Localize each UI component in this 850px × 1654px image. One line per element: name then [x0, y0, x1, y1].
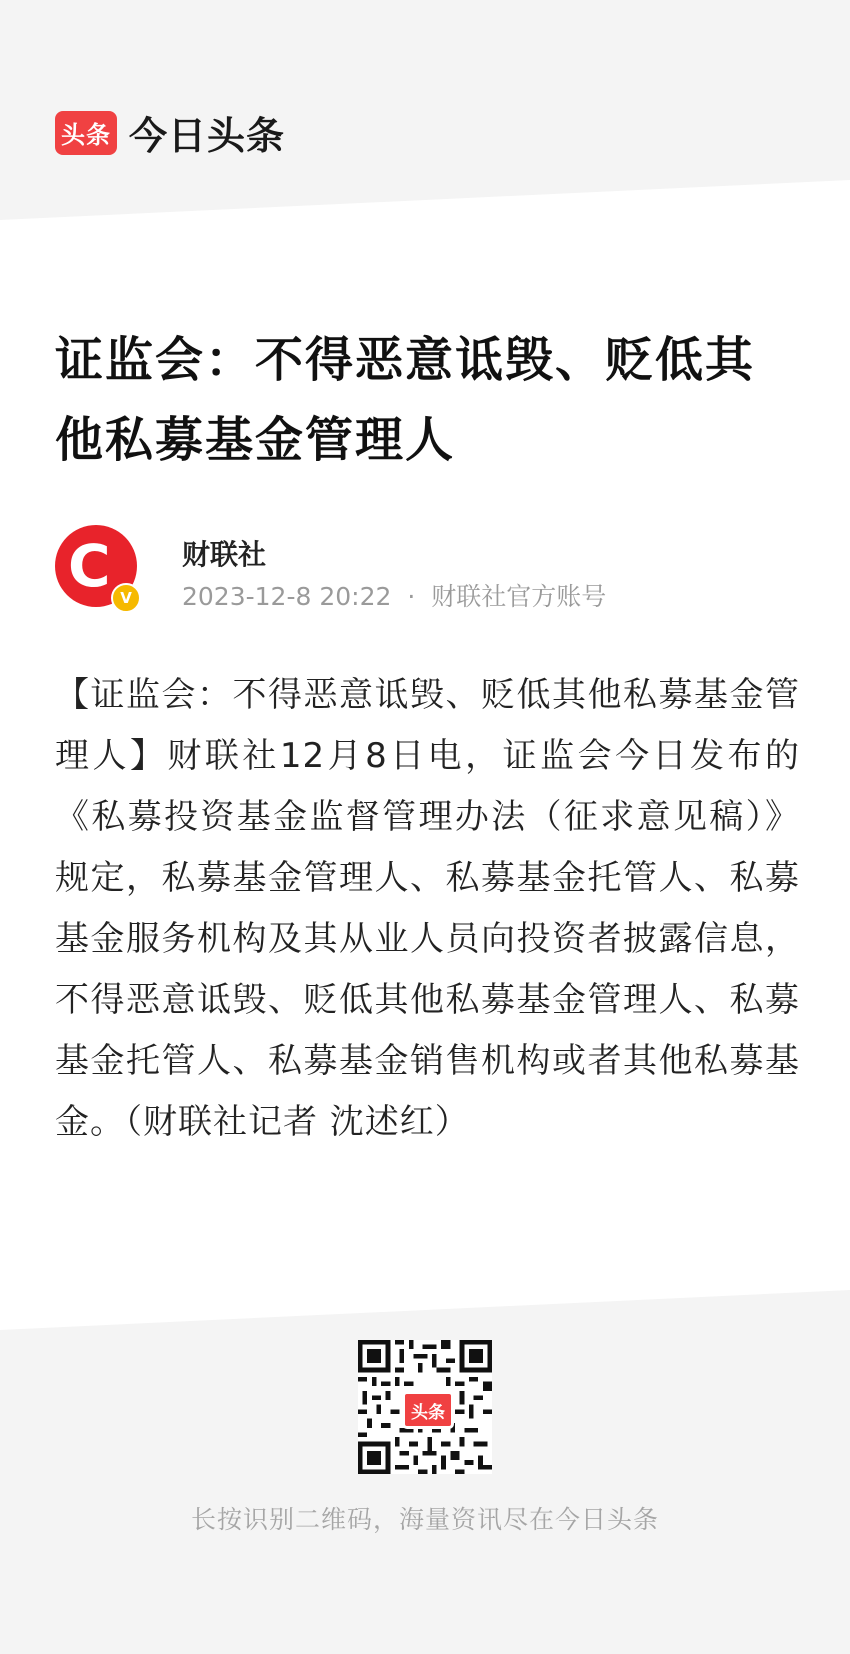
qr-logo-badge: 头条 — [402, 1391, 454, 1429]
app-name: 今日头条 — [129, 114, 286, 158]
meta-separator: · — [407, 582, 416, 611]
toutiao-logo-icon: 头条 — [55, 111, 117, 155]
author-avatar[interactable] — [55, 525, 137, 607]
author-meta — [182, 577, 606, 613]
article-body: 【证监会：不得恶意诋毁、贬低其他私募基金管理人】财联社12月8日电，证监会今日发布的《私募投资基金监督管理办法（征求意见稿）》规定，私募基金管理人、私募基金托管人、私募基金服务机构及其从业人员向投资者披露信息，不得恶意诋毁、贬低其他私募基金管理人、私募基金托管人、私募基金销售机构或者其他私募基金。（财联社记者 沈述红） — [55, 675, 800, 1142]
cls-avatar-icon: C — [68, 532, 111, 600]
qr-caption: 长按识别二维码，海量资讯尽在今日头条 — [190, 1505, 659, 1534]
verified-badge-icon: V — [111, 583, 141, 613]
author-row[interactable] — [55, 525, 800, 615]
author-name[interactable]: 财联社 — [182, 538, 267, 571]
account-type: 财联社官方账号 — [431, 582, 607, 611]
publish-date: 2023-12-8 20:22 — [182, 582, 392, 611]
article-title: 证监会：不得恶意诋毁、贬低其他私募基金管理人 — [55, 332, 756, 468]
app-brand[interactable] — [55, 105, 285, 160]
